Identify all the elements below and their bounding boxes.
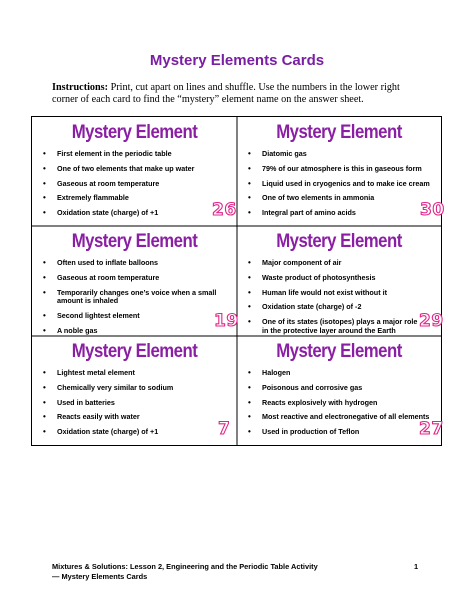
card-29: [237, 226, 444, 336]
clue: • Liquid used in cryogenics and to make ice cream: [237, 180, 430, 188]
clue-list: [32, 369, 173, 443]
clue: • Temporarily changes one’s voice when a small amount is inhaled: [32, 289, 228, 306]
instructions-label: Instructions:: [52, 82, 109, 93]
clue: • Reacts explosively with hydrogen: [237, 399, 429, 407]
clue: • Lightest metal element: [32, 369, 173, 377]
clue: • Diatomic gas: [237, 150, 430, 158]
clue: • Oxidation state (charge) of +1: [32, 209, 194, 217]
card-number: 29: [419, 311, 444, 331]
footer-text: [52, 562, 352, 581]
clue: • Used in batteries: [32, 399, 173, 407]
card-title: Mystery Element: [276, 340, 402, 362]
card-number: 30: [420, 200, 445, 220]
card-19: [32, 226, 237, 336]
clue-list: [237, 369, 429, 443]
instructions: [52, 82, 424, 106]
footer-line-1: Mixtures & Solutions: Lesson 2, Engineering and the Periodic Table Activity: [52, 562, 318, 571]
clue: • Chemically very similar to sodium: [32, 384, 173, 392]
clue: • Gaseous at room temperature: [32, 180, 194, 188]
card-number: 27: [419, 419, 444, 439]
clue: • Waste product of photosynthesis: [237, 274, 425, 282]
clue: • Extremely flammable: [32, 194, 194, 202]
clue: • Oxidation state (charge) of -2: [237, 303, 425, 311]
clue: • Second lightest element: [32, 312, 228, 320]
clue: • Used in production of Teflon: [237, 428, 429, 436]
card-title: Mystery Element: [276, 230, 402, 252]
clue: • One of two elements in ammonia: [237, 194, 430, 202]
card-title: Mystery Element: [276, 121, 402, 143]
instructions-text: Print, cut apart on lines and shuffle. Use the numbers in the lower right corner of each card to find the “mystery” element name on the answer sheet.: [52, 82, 400, 105]
card-title: Mystery Element: [71, 340, 198, 362]
cards-grid: [31, 116, 445, 446]
footer-line-2: — Mystery Elements Cards: [52, 571, 148, 581]
clue: • Reacts easily with water: [32, 413, 173, 421]
card-26: [32, 117, 237, 226]
clue: • One of two elements that make up water: [32, 165, 194, 173]
card-number: 19: [214, 311, 239, 331]
card-7: [32, 336, 237, 445]
card-title: Mystery Element: [71, 230, 198, 252]
clue: • Most reactive and electronegative of all elements: [237, 413, 429, 421]
clue: • Oxidation state (charge) of +1: [32, 428, 173, 436]
clue-list: [237, 150, 430, 224]
card-title: Mystery Element: [71, 121, 198, 143]
clue: • Integral part of amino acids: [237, 209, 430, 217]
clue: • First element in the periodic table: [32, 150, 194, 158]
page-title: Mystery Elements Cards: [149, 52, 325, 69]
page-number: 1: [414, 562, 419, 571]
clue: • Major component of air: [237, 259, 425, 267]
clue: • A noble gas: [32, 327, 228, 335]
clue: • 79% of our atmosphere is this in gaseous form: [237, 165, 430, 173]
card-number: 7: [218, 419, 231, 439]
card-27: [237, 336, 444, 445]
card-number: 26: [212, 200, 237, 220]
clue: • Often used to inflate balloons: [32, 259, 228, 267]
clue-list: [237, 259, 425, 341]
clue: • One of its states (isotopes) plays a major role in the protective layer around the Earth: [237, 318, 425, 335]
clue: • Gaseous at room temperature: [32, 274, 228, 282]
clue-list: [32, 150, 194, 224]
clue: • Poisonous and corrosive gas: [237, 384, 429, 392]
clue: • Human life would not exist without it: [237, 289, 425, 297]
clue-list: [32, 259, 228, 341]
clue: • Halogen: [237, 369, 429, 377]
card-30: [237, 117, 445, 226]
